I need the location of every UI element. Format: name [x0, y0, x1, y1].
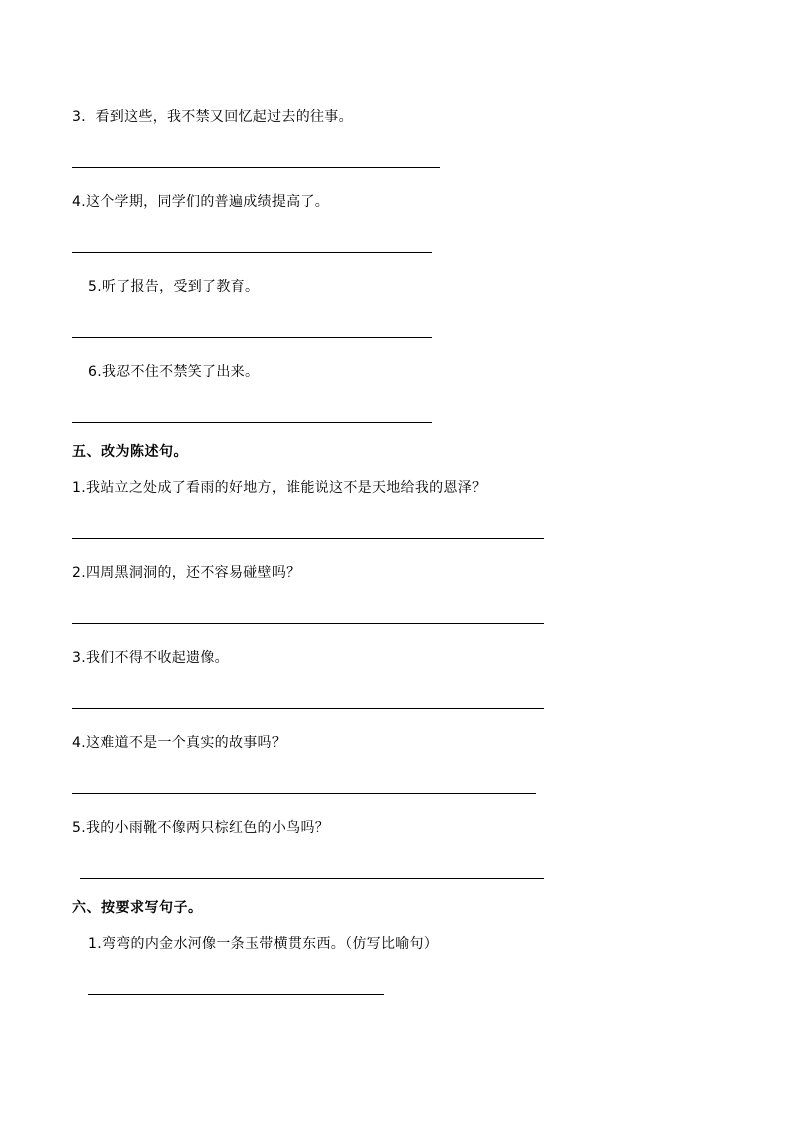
question-text: 6.我忍不住不禁笑了出来。 [88, 364, 260, 380]
section-heading: 五、改为陈述句。 [72, 444, 188, 460]
question-text: 4.这难道不是一个真实的故事吗？ [72, 735, 287, 751]
answer-line[interactable] [72, 252, 432, 253]
answer-line[interactable] [72, 793, 536, 794]
question-text: 5.听了报告，受到了教育。 [88, 279, 260, 295]
question-text: 3.我们不得不收起遗像。 [72, 650, 229, 666]
answer-line[interactable] [72, 337, 432, 338]
answer-line[interactable] [80, 878, 544, 879]
answer-line[interactable] [72, 422, 432, 423]
section-heading: 六、按要求写句子。 [72, 900, 203, 916]
question-text: 4.这个学期，同学们的普遍成绩提高了。 [72, 194, 330, 210]
answer-line[interactable] [72, 167, 440, 168]
answer-line[interactable] [72, 538, 544, 539]
answer-line[interactable] [72, 708, 544, 709]
answer-line[interactable] [88, 994, 384, 995]
question-text: 1.我站立之处成了看雨的好地方，谁能说这不是天地给我的恩泽？ [72, 480, 487, 496]
question-text: 2.四周黑洞洞的，还不容易碰壁吗？ [72, 565, 301, 581]
question-text: 5.我的小雨靴不像两只棕红色的小鸟吗？ [72, 820, 330, 836]
question-text: 3．看到这些，我不禁又回忆起过去的往事。 [72, 109, 353, 125]
question-text: 1.弯弯的内金水河像一条玉带横贯东西。（仿写比喻句） [88, 936, 439, 952]
answer-line[interactable] [72, 623, 544, 624]
